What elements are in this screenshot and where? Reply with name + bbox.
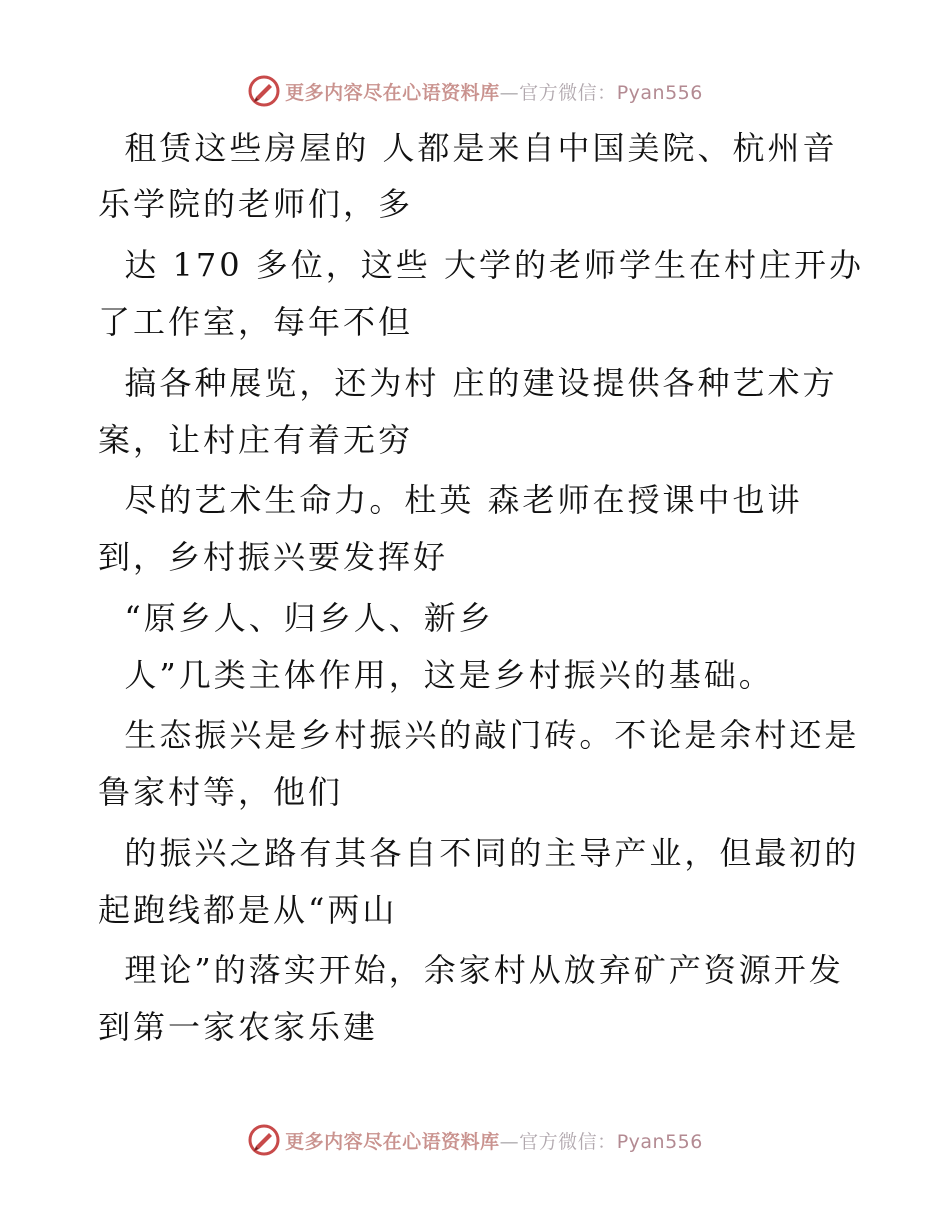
body-line: 起跑线都是从“两山 [98,891,398,929]
pen-logo-icon [247,74,281,108]
header-watermark-sub: 官方微信： [519,81,617,104]
body-line: 了工作室，每年不但 [98,303,414,341]
body-line: 租赁这些房屋的 人都是来自中国美院、杭州音 [98,129,838,167]
body-line: 尽的艺术生命力。杜英 森老师在授课中也讲 [98,481,803,519]
body-line: 搞各种展览，还为村 庄的建设提供各种艺术方 [98,364,838,402]
footer-watermark-text [285,1127,703,1154]
header-watermark-main: 更多内容尽在心语资料库 [285,81,500,104]
footer-watermark-main: 更多内容尽在心语资料库 [285,1130,500,1153]
header-watermark-id: Pyan556 [616,81,703,104]
body-line: 达 170 多位，这些 大学的老师学生在村庄开办 [98,246,864,284]
header-watermark-dash: — [499,81,520,104]
body-line: 到，乡村振兴要发挥好 [98,538,449,576]
body-line: 乐学院的老师们，多 [98,185,414,223]
body-line: 人”几类主体作用，这是乡村振兴的基础。 [98,656,774,694]
footer-watermark-dash: — [499,1130,520,1153]
body-line: 理论”的落实开始，余家村从放弃矿产资源开发 [98,951,844,989]
footer-watermark-id: Pyan556 [616,1130,703,1153]
body-line: 生态振兴是乡村振兴的敲门砖。不论是余村还是 [98,716,860,754]
header-watermark-text [285,78,703,105]
body-line: “原乡人、归乡人、新乡 [98,599,494,637]
body-line: 的振兴之路有其各自不同的主导产业，但最初的 [98,834,860,872]
body-line: 鲁家村等，他们 [98,773,344,811]
footer-watermark-sub: 官方微信： [519,1130,617,1153]
pen-logo-icon [247,1123,281,1157]
footer-watermark-banner [0,1120,950,1160]
body-line: 案，让村庄有着无穷 [98,421,414,459]
header-watermark-banner [0,71,950,111]
body-line: 到第一家农家乐建 [98,1008,379,1046]
